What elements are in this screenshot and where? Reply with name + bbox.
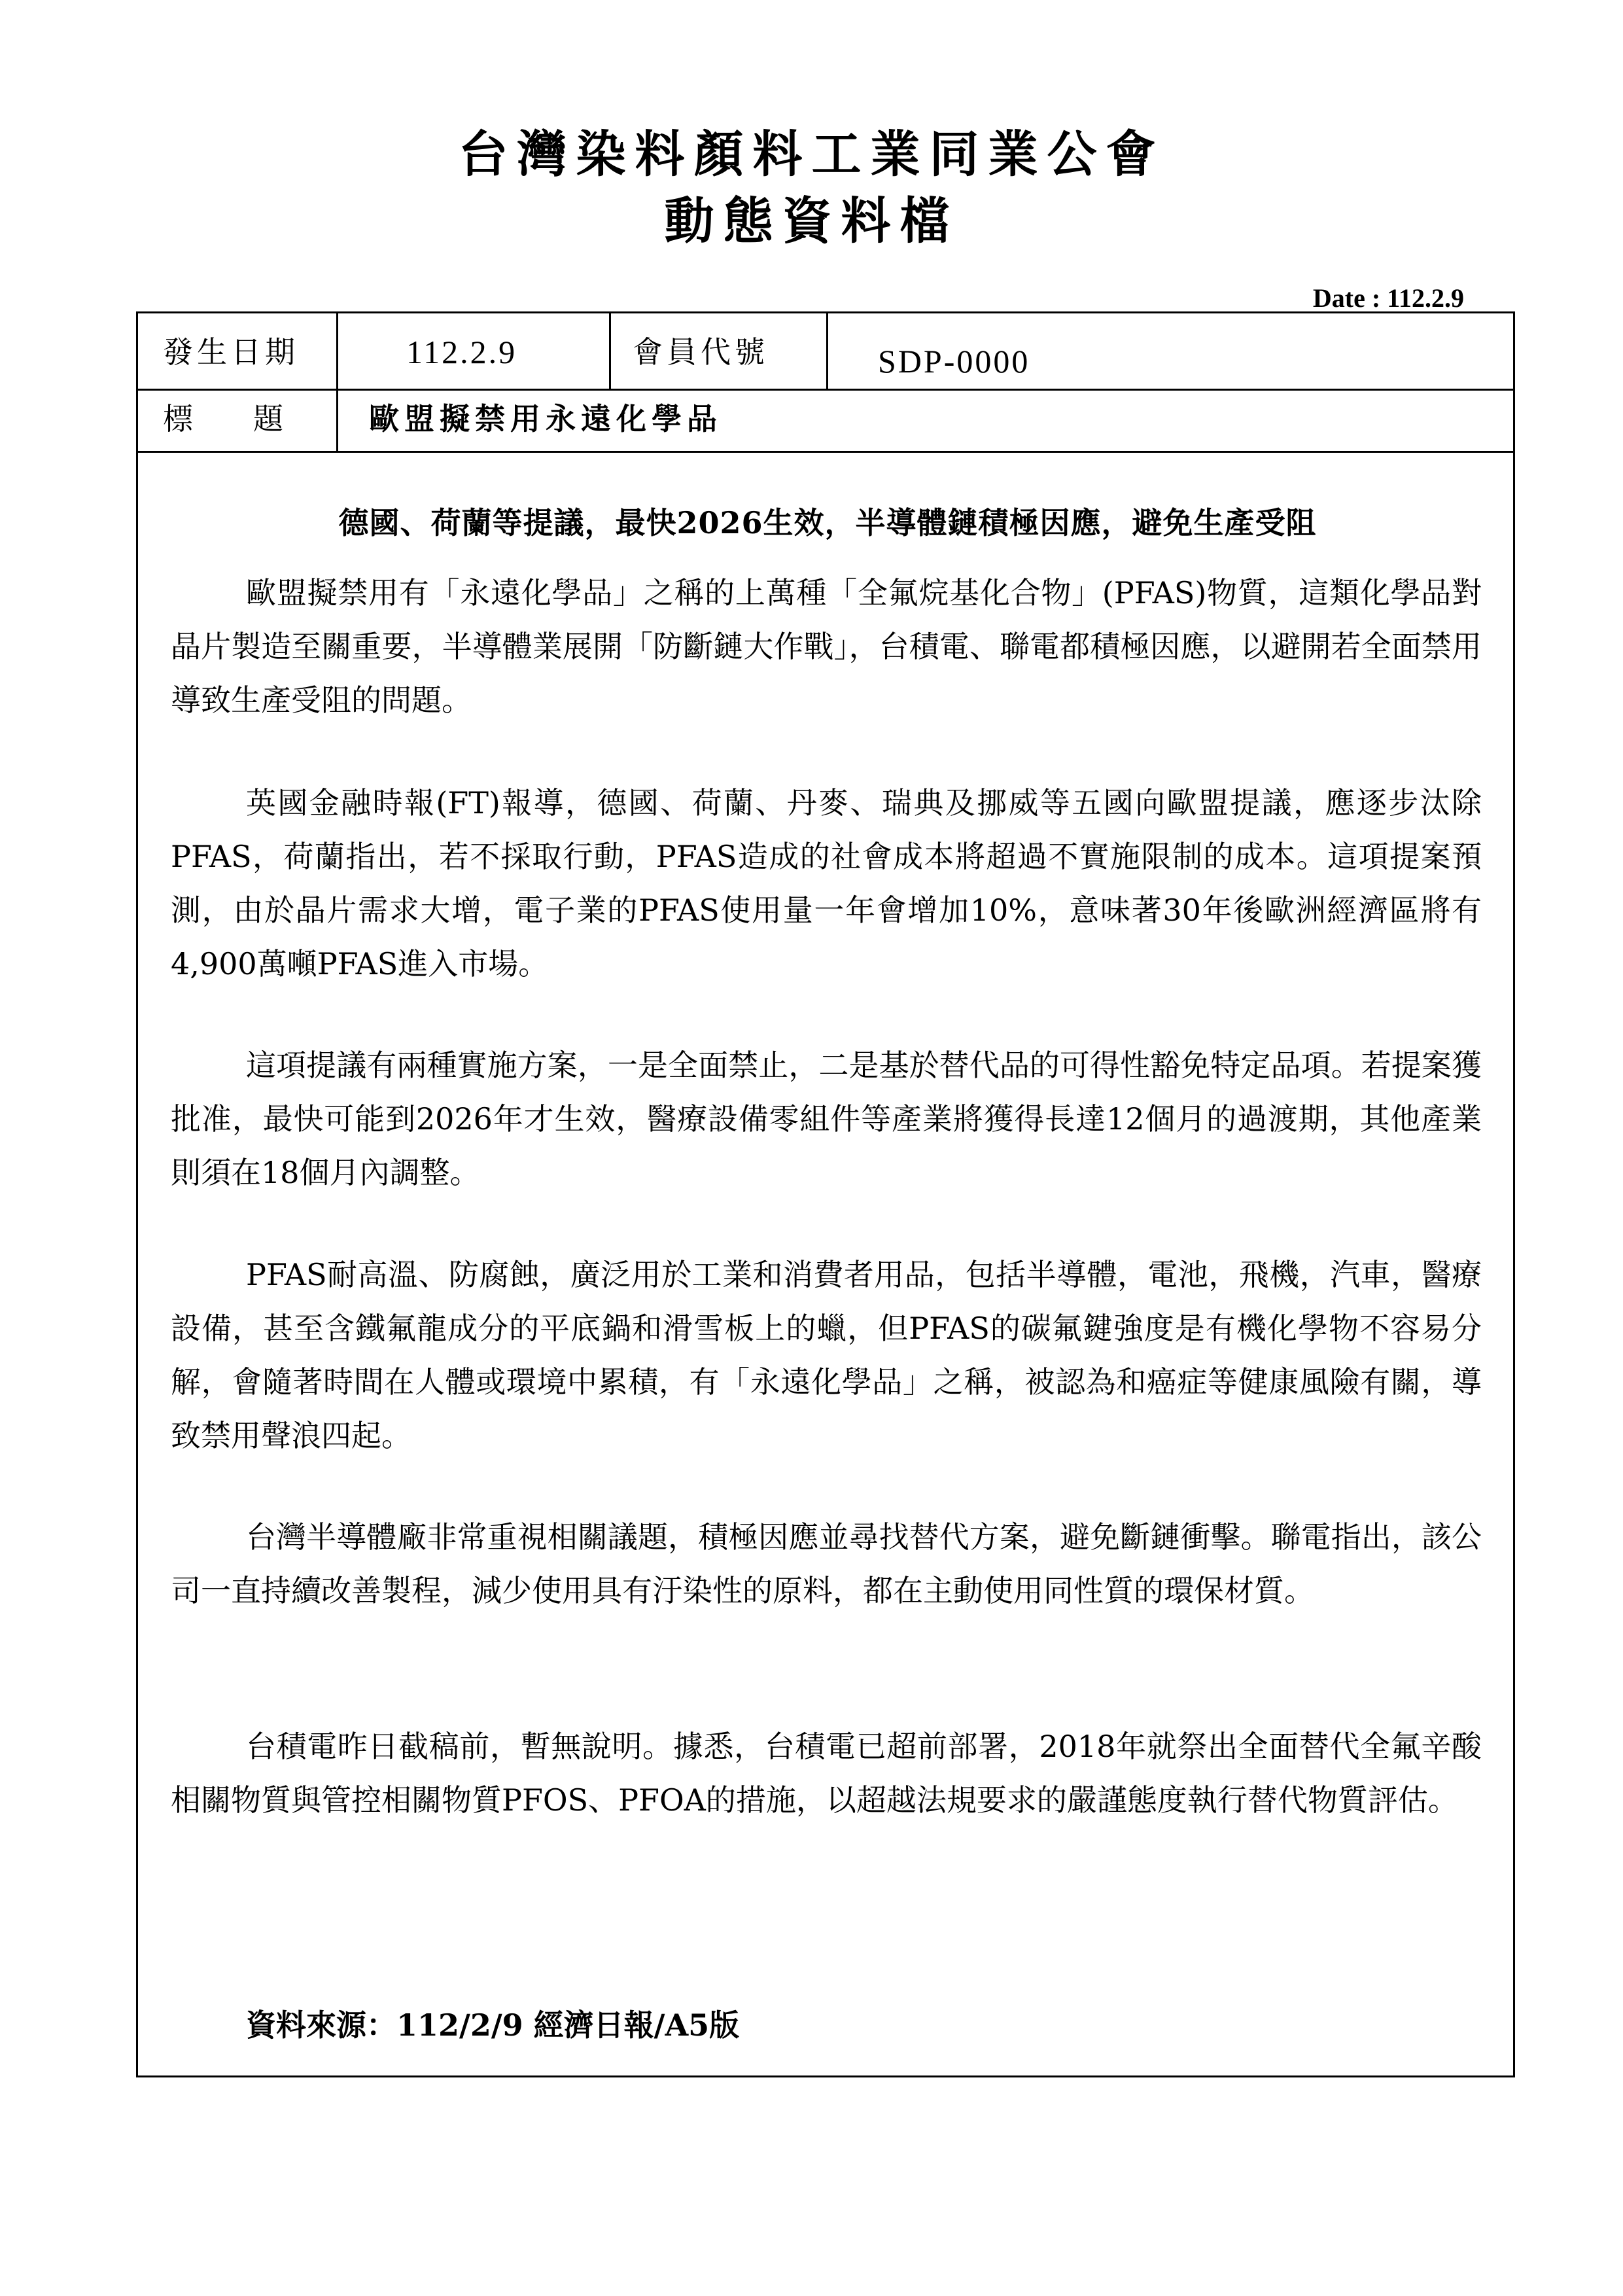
article-paragraph: PFAS耐高溫、防腐蝕，廣泛用於工業和消費者用品，包括半導體，電池，飛機，汽車，醫療設備，甚至含鐵氟龍成分的平底鍋和滑雪板上的蠟，但PFAS的碳氟鍵強度是有機化學物不容易分解，會隨著時間在人體或環境中累積，有「永遠化學品」之稱，被認為和癌症等健康風險有關，導致禁用聲浪四起。 (171, 1257, 1482, 1453)
article-paragraph: 這項提議有兩種實施方案，一是全面禁止，二是基於替代品的可得性豁免特定品項。若提案獲批准，最快可能到2026年才生效，醫療設備零組件等產業將獲得長達12個月的過渡期，其他產業則須在18個月內調整。 (171, 1048, 1482, 1190)
article-paragraph: 英國金融時報(FT)報導，德國、荷蘭、丹麥、瑞典及挪威等五國向歐盟提議，應逐步汰除PFAS，荷蘭指出，若不採取行動，PFAS造成的社會成本將超過不實施限制的成本。這項提案預測，由於晶片需求大增，電子業的PFAS使用量一年會增加10%，意味著30年後歐洲經濟區將有4,900萬噸PFAS進入市場。 (171, 785, 1482, 981)
table-divider (826, 313, 828, 389)
article-paragraph: 歐盟擬禁用有「永遠化學品」之稱的上萬種「全氟烷基化合物」(PFAS)物質，這類化學品對晶片製造至關重要，半導體業展開「防斷鏈大作戰」，台積電、聯電都積極因應，以避開若全面禁用導致生產受阻的問題。 (171, 575, 1482, 718)
article-source: 資料來源：112/2/9 經濟日報/A5版 (246, 2007, 740, 2043)
table-divider (138, 389, 1513, 391)
date-label: 發生日期 (163, 334, 299, 370)
table-divider (609, 313, 611, 389)
subject-label: 標 題 (163, 401, 283, 436)
document-date: Date : 112.2.9 (1312, 283, 1464, 313)
document-subtitle: 動態資料檔 (664, 192, 959, 250)
subject-value: 歐盟擬禁用永遠化學品 (369, 401, 722, 436)
table-divider (138, 451, 1513, 453)
document-title: 台灣染料顏料工業同業公會 (458, 125, 1165, 183)
article-paragraph: 台灣半導體廠非常重視相關議題，積極因應並尋找替代方案，避免斷鏈衝擊。聯電指出，該公司一直持續改善製程，減少使用具有汙染性的原料，都在主動使用同性質的環保材質。 (171, 1519, 1482, 1608)
date-value: 112.2.9 (406, 334, 517, 370)
record-frame (136, 311, 1515, 2077)
member-id-label: 會員代號 (633, 334, 769, 370)
table-divider (336, 313, 338, 451)
article-paragraph: 台積電昨日截稿前，暫無說明。據悉，台積電已超前部署，2018年就祭出全面替代全氟辛酸相關物質與管控相關物質PFOS、PFOA的措施，以超越法規要求的嚴謹態度執行替代物質評估。 (171, 1729, 1482, 1818)
article-heading: 德國、荷蘭等提議，最快2026生效，半導體鏈積極因應，避免生產受阻 (338, 505, 1317, 540)
member-id-value: SDP-0000 (878, 343, 1030, 380)
